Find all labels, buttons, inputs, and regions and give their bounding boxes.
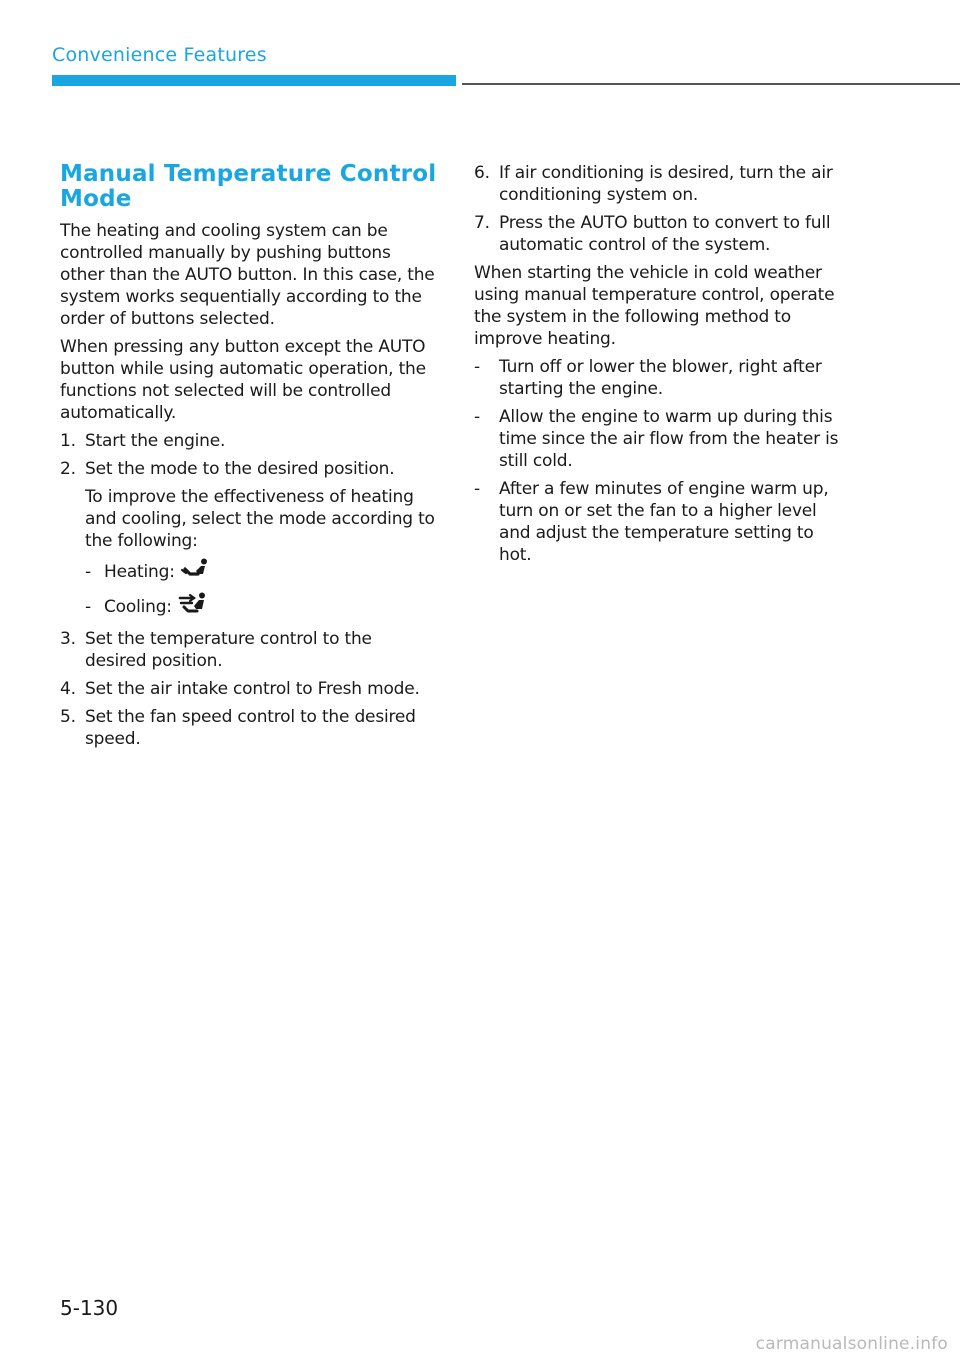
page-number: 5-130: [60, 1296, 119, 1320]
step-6: [474, 162, 844, 206]
step-text: Set the mode to the desired position.: [85, 459, 395, 479]
section-heading: Manual Temperature Control Mode: [60, 161, 437, 212]
step-7: [474, 212, 844, 256]
step-number: 1.: [60, 431, 76, 451]
step-text: Press the AUTO button to convert to full automatic control of the system.: [499, 213, 831, 255]
step-5: [60, 706, 438, 750]
step-3: [60, 628, 438, 672]
step-number: 5.: [60, 707, 76, 727]
header-rule: [462, 83, 960, 85]
step-text: If air conditioning is desired, turn the air conditioning system on.: [499, 163, 833, 205]
face-vent-icon: [176, 592, 208, 622]
step-number: 7.: [474, 213, 490, 233]
mode-heating: [85, 558, 438, 586]
step-2: [60, 458, 438, 480]
dash: -: [474, 479, 480, 499]
tip-text: After a few minutes of engine warm up, turn on or set the fan to a higher level and adjust the temperature setting to hot.: [499, 479, 829, 565]
floor-vent-icon: [179, 558, 209, 586]
tip-item: [474, 356, 844, 400]
watermark: carmanualsonline.info: [755, 1334, 948, 1354]
auto-paragraph: When pressing any button except the AUTO button while using automatic operation, the functions not selected will be controlled automatically.: [60, 337, 426, 423]
section-title: Convenience Features: [52, 44, 267, 66]
right-column: [474, 162, 844, 572]
step-number: 4.: [60, 679, 76, 699]
cold-weather-paragraph: When starting the vehicle in cold weather using manual temperature control, operate the system in the following method to improve heating.: [474, 263, 835, 349]
step-text: Set the fan speed control to the desired speed.: [85, 707, 416, 749]
dash: -: [85, 562, 91, 582]
intro-paragraph: The heating and cooling system can be controlled manually by pushing buttons other than the AUTO button. In this case, the system works sequentially according to the order of buttons selected.: [60, 221, 435, 329]
step-number: 2.: [60, 459, 76, 479]
step-text: Start the engine.: [85, 431, 226, 451]
tip-item: [474, 478, 844, 566]
header-rule-accent: [52, 75, 456, 86]
step-1: [60, 430, 438, 452]
mode-label: Cooling:: [104, 597, 172, 617]
step-text: Set the temperature control to the desired position.: [85, 629, 372, 671]
tip-text: Allow the engine to warm up during this time since the air flow from the heater is still cold.: [499, 407, 839, 471]
step-number: 6.: [474, 163, 490, 183]
tip-text: Turn off or lower the blower, right after starting the engine.: [499, 357, 822, 399]
left-column: [60, 162, 438, 756]
step-2-note: To improve the effectiveness of heating and cooling, select the mode according to the following:: [85, 487, 435, 551]
dash: -: [474, 357, 480, 377]
dash: -: [474, 407, 480, 427]
step-text: Set the air intake control to Fresh mode.: [85, 679, 420, 699]
mode-cooling: [85, 592, 438, 622]
step-number: 3.: [60, 629, 76, 649]
step-4: [60, 678, 438, 700]
mode-label: Heating:: [104, 562, 175, 582]
dash: -: [85, 597, 91, 617]
tip-item: [474, 406, 844, 472]
